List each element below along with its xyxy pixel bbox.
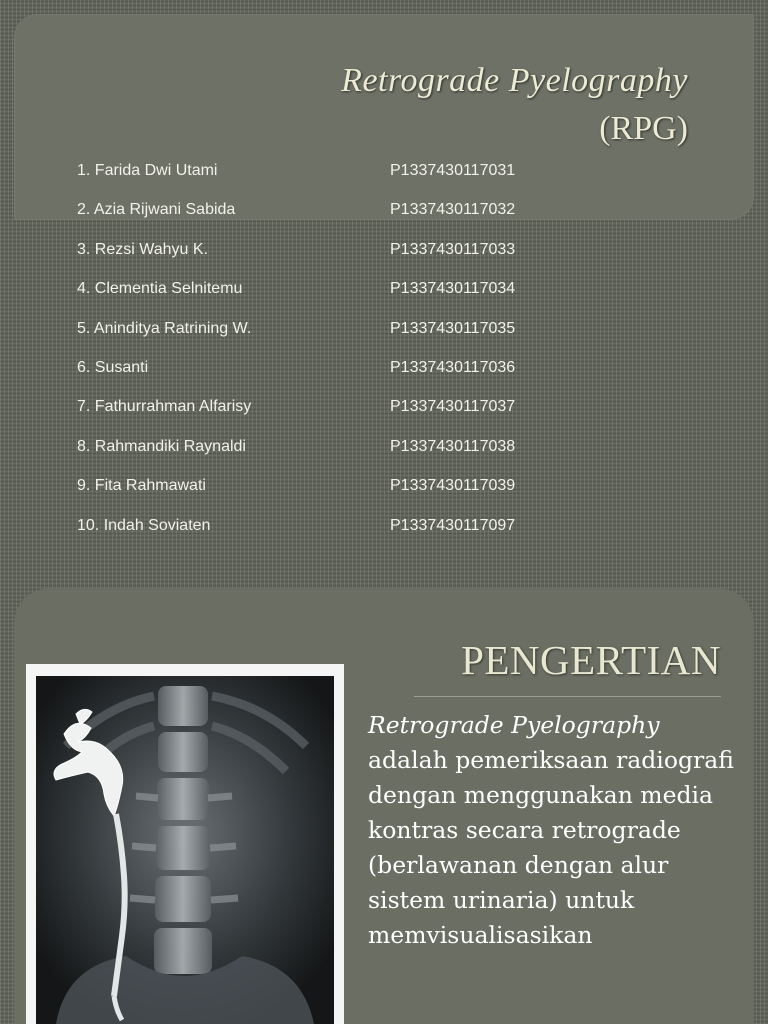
member-id: P1337430117038 xyxy=(390,437,516,455)
member-id: P1337430117097 xyxy=(390,516,516,534)
definition-text xyxy=(368,708,738,953)
member-id: P1337430117031 xyxy=(390,162,516,179)
section-heading: PENGERTIAN xyxy=(461,637,721,683)
member-name: 8. Rahmandiki Raynaldi xyxy=(77,437,246,455)
member-name: 3. Rezsi Wahyu K. xyxy=(77,240,209,258)
member-row xyxy=(77,396,597,435)
member-id: P1337430117039 xyxy=(390,477,516,495)
member-name: 10. Indah Soviaten xyxy=(77,516,211,534)
member-name: 5. Aninditya Ratrining W. xyxy=(77,319,252,337)
member-id: P1337430117032 xyxy=(390,201,516,219)
definition-term: Retrograde Pyelography xyxy=(368,711,660,739)
slide-title-abbrev: (RPG) xyxy=(599,110,688,147)
member-name: 1. Farida Dwi Utami xyxy=(77,162,218,179)
member-id: P1337430117035 xyxy=(390,319,516,337)
member-name: 4. Clementia Selnitemu xyxy=(77,280,243,298)
member-name: 6. Susanti xyxy=(77,358,149,376)
xray-illustration xyxy=(36,676,334,1024)
member-name: 7. Fathurrahman Alfarisy xyxy=(77,398,252,416)
member-id: P1337430117037 xyxy=(390,398,516,416)
member-row xyxy=(77,436,597,475)
member-row xyxy=(77,475,597,514)
member-row xyxy=(77,318,597,357)
xray-image xyxy=(36,676,334,1024)
member-id: P1337430117034 xyxy=(390,280,516,298)
slide-definition xyxy=(14,588,754,1024)
slide-title-members xyxy=(14,14,754,574)
member-id: P1337430117036 xyxy=(390,358,516,376)
definition-body: adalah pemeriksaan radiografi dengan menggunakan media kontras secara retrograde (berlawanan dengan alur sistem urinaria) untuk memvisualisasikan xyxy=(368,746,734,949)
member-row xyxy=(77,160,597,199)
slide-title: Retrograde Pyelography xyxy=(341,62,688,99)
member-row xyxy=(77,515,597,554)
member-list xyxy=(77,160,597,554)
member-row xyxy=(77,199,597,238)
member-id: P1337430117033 xyxy=(390,240,516,258)
definition-panel xyxy=(14,588,754,1024)
member-name: 2. Azia Rijwani Sabida xyxy=(77,201,236,219)
member-row xyxy=(77,278,597,317)
member-row xyxy=(77,357,597,396)
member-name: 9. Fita Rahmawati xyxy=(77,477,206,495)
member-row xyxy=(77,239,597,278)
xray-image-frame xyxy=(26,664,344,1024)
heading-divider xyxy=(414,696,721,697)
